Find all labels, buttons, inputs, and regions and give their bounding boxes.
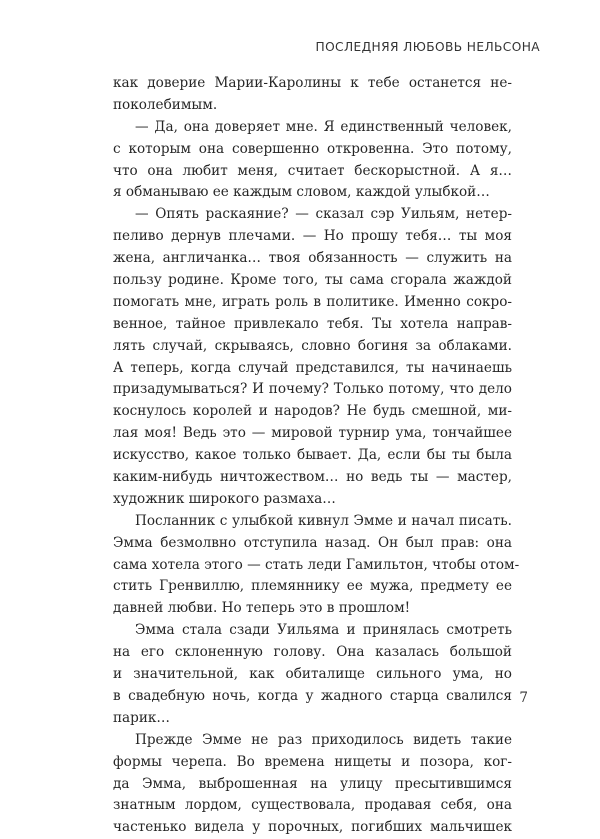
- running-header: ПОСЛЕДНЯЯ ЛЮБОВЬ НЕЛЬСОНА: [315, 40, 540, 54]
- text-line: — Да, она доверяет мне. Я единственный человек,: [135, 118, 512, 135]
- text-line: давней любви. Но теперь это в прошлом!: [113, 600, 411, 617]
- text-line: призадумываться? И почему? Только потому, что дело: [113, 381, 512, 398]
- text-line: лять случай, скрываясь, словно богиня за облаками.: [113, 337, 512, 354]
- text-line: пользу родине. Кроме того, ты сама сгорала жаждой: [113, 272, 512, 289]
- text-line: как доверие Марии-Каролины к тебе останется не-: [113, 75, 512, 91]
- text-line: помогать мне, играть роль в политике. Именно сокро-: [113, 293, 512, 310]
- text-line: формы черепа. Во времена нищеты и позора, ког-: [113, 753, 512, 770]
- text-line: поколебимым.: [113, 96, 218, 113]
- text-line: Посланник с улыбкой кивнул Эмме и начал писать.: [135, 512, 512, 529]
- text-line: стить Гренвиллю, племяннику ее мужа, предмету ее: [113, 578, 512, 595]
- text-line: да Эмма, выброшенная на улицу пресытившимся: [113, 775, 512, 792]
- text-line: знатным лордом, существовала, продавая себя, она: [113, 797, 512, 814]
- text-line: в свадебную ночь, когда у жадного старца свалился: [113, 687, 512, 704]
- text-line: что она любит меня, считает бескорыстной. А я…: [113, 162, 512, 179]
- text-line: с которым она совершенно откровенна. Это потому,: [113, 140, 512, 157]
- text-line: и значительной, как обиталище сильного ума, но: [113, 666, 512, 683]
- text-line: на его склоненную голову. Она казалась большой: [113, 644, 512, 661]
- text-line: Прежде Эмме не раз приходилось видеть такие: [135, 731, 512, 748]
- text-line: Эмма стала сзади Уильяма и принялась смотреть: [135, 622, 512, 639]
- text-line: жена, англичанка… твоя обязанность — служить на: [113, 250, 512, 267]
- text-line: венное, тайное привлекало тебя. Ты хотела направ-: [113, 315, 512, 332]
- text-line: коснулось королей и народов? Не будь смешной, ми-: [113, 403, 512, 420]
- text-line: пеливо дернув плечами. — Но прошу тебя… ты моя: [113, 228, 512, 245]
- text-line: лая моя! Ведь это — мировой турнир ума, тончайшее: [113, 425, 512, 442]
- text-line: сама хотела этого — стать леди Гамильтон, чтобы отом-: [113, 556, 520, 573]
- text-line: искусство, какое только бывает. Да, если бы ты была: [113, 447, 512, 464]
- text-line: частенько видела у порочных, погибших мальчишек: [113, 819, 512, 836]
- text-line: — Опять раскаяние? — сказал сэр Уильям, нетер-: [135, 206, 512, 223]
- text-line: А теперь, когда случай представился, ты начинаешь: [113, 359, 512, 376]
- book-text-body: [113, 73, 520, 839]
- text-line: художник широкого размаха…: [113, 490, 336, 507]
- page-number: 7: [519, 690, 528, 706]
- text-line: парик…: [113, 709, 171, 726]
- text-line: я обманываю ее каждым словом, каждой улыбкой…: [113, 184, 490, 201]
- text-line: Эмма безмолвно отступила назад. Он был прав: она: [113, 534, 512, 551]
- text-line: каким-нибудь ничтожеством… но ведь ты — мастер,: [113, 469, 512, 486]
